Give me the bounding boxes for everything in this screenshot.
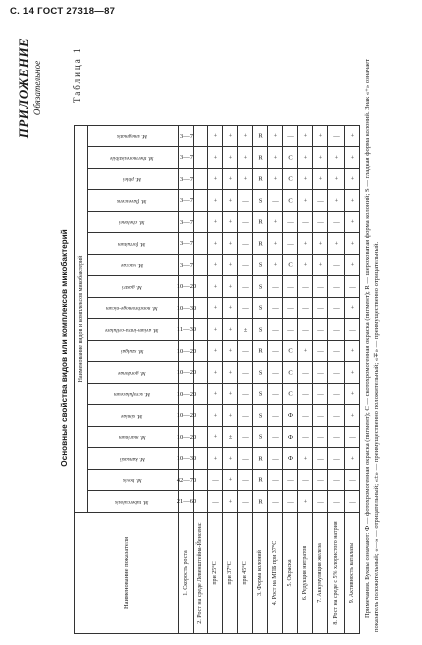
table-cell: — <box>345 470 360 492</box>
table-cell: — <box>238 212 253 234</box>
table-cell: S <box>253 255 268 277</box>
table-cell: 11—30 <box>179 319 194 341</box>
table-cell: — <box>328 491 345 513</box>
page-header: С. 14 ГОСТ 27318—87 <box>10 6 116 17</box>
table-cell: — <box>208 491 223 513</box>
row-label: при 45°С <box>238 513 253 634</box>
table-cell: + <box>208 276 223 298</box>
table-cell: С <box>283 147 298 169</box>
table-cell: R <box>253 147 268 169</box>
table-cell: 10—20 <box>179 362 194 384</box>
table-cell: + <box>298 341 313 363</box>
table-cell: — <box>283 491 298 513</box>
table-cell: + <box>268 233 283 255</box>
appendix-subtitle: Обязательное <box>32 60 42 116</box>
table-cell: — <box>328 298 345 320</box>
table-cell: 21—60 <box>179 491 194 513</box>
table-cell: + <box>313 233 328 255</box>
table-cell: — <box>268 319 283 341</box>
table-cell: + <box>208 362 223 384</box>
table-cell: 10—20 <box>179 384 194 406</box>
table-cell: Ф <box>283 427 298 449</box>
table-cell: С <box>283 169 298 191</box>
table-cell: — <box>298 319 313 341</box>
table-cell: — <box>313 470 328 492</box>
table-cell: + <box>268 126 283 148</box>
species-header: M. marinum <box>88 427 179 449</box>
table-cell: — <box>328 470 345 492</box>
table-cell: + <box>223 319 238 341</box>
table-cell: — <box>283 298 298 320</box>
rotated-page <box>12 28 412 638</box>
table-cell: — <box>313 341 328 363</box>
table-notes: Примечания. Буквы означают: Ф — фотохромогенная окраска (пигмент); С — скотохромогенная окраска (пигмент); R — шероховатая форма колоний; S — гладкая форма колоний. Знак «+» означает показатель положительный; «—» — отрицательный; «±» — преимущественно положительный; «∓» — преимущественно отрицательный. <box>364 59 380 632</box>
table-cell: + <box>345 126 360 148</box>
table-cell: — <box>283 319 298 341</box>
table-cell: — <box>313 212 328 234</box>
table-cell: S <box>253 276 268 298</box>
table-cell: — <box>268 448 283 470</box>
table-cell: + <box>208 147 223 169</box>
table-cell: + <box>208 169 223 191</box>
table-row <box>345 126 360 634</box>
species-header: M. nonchromoge-nicum <box>88 298 179 320</box>
table-cell: — <box>313 362 328 384</box>
table-cell: + <box>208 298 223 320</box>
table-cell: Ф <box>283 405 298 427</box>
table-row <box>223 126 238 634</box>
table-cell: — <box>238 362 253 384</box>
table-row <box>313 126 328 634</box>
table-cell: S <box>253 384 268 406</box>
table-cell: + <box>223 341 238 363</box>
table-cell: + <box>208 233 223 255</box>
table-cell: — <box>298 362 313 384</box>
species-header: M. fortuitum <box>88 233 179 255</box>
table-cell: + <box>345 233 360 255</box>
table-cell: — <box>313 405 328 427</box>
table-cell: — <box>313 427 328 449</box>
table-row <box>179 126 194 634</box>
table-cell: — <box>298 470 313 492</box>
row-label: при 37°С <box>223 513 238 634</box>
table-cell: + <box>345 212 360 234</box>
table-cell: С <box>283 341 298 363</box>
table-cell: + <box>345 448 360 470</box>
table-cell: ± <box>238 319 253 341</box>
table-cell: 3—7 <box>179 233 194 255</box>
table-cell: S <box>253 319 268 341</box>
table-cell: — <box>268 276 283 298</box>
table-cell: — <box>328 384 345 406</box>
table-cell: + <box>298 448 313 470</box>
table-cell: + <box>223 190 238 212</box>
species-group-header: Наименование видов и комплексов микобактерий <box>75 126 88 513</box>
table-cell: R <box>253 212 268 234</box>
table-cell: + <box>223 233 238 255</box>
table-cell: + <box>345 190 360 212</box>
table-cell: 3—7 <box>179 169 194 191</box>
table-cell: S <box>253 427 268 449</box>
table-cell: + <box>298 126 313 148</box>
table-cell: С <box>283 255 298 277</box>
table-cell: 10—20 <box>179 276 194 298</box>
table-cell: 3—7 <box>179 126 194 148</box>
table-cell: + <box>345 384 360 406</box>
table-cell: — <box>345 319 360 341</box>
table-row <box>328 126 345 634</box>
table-cell: — <box>283 276 298 298</box>
table-cell: — <box>268 190 283 212</box>
table-cell: + <box>298 233 313 255</box>
table-cell: — <box>313 319 328 341</box>
table-cell: + <box>345 255 360 277</box>
table-cell: + <box>208 384 223 406</box>
table-row <box>194 126 208 634</box>
table-cell: 3—7 <box>179 147 194 169</box>
table-cell: — <box>328 126 345 148</box>
table-cell: — <box>328 341 345 363</box>
table-cell: — <box>238 341 253 363</box>
table-cell: — <box>298 276 313 298</box>
table-cell: + <box>223 126 238 148</box>
row-label: 8. Рост на среде с 5% хлористого натрия <box>328 513 345 634</box>
table-cell: — <box>328 362 345 384</box>
table-cell <box>194 190 208 212</box>
row-label: 5. Окраска <box>283 513 298 634</box>
table-row <box>253 126 268 634</box>
table-cell: R <box>253 470 268 492</box>
table-cell: + <box>223 255 238 277</box>
table-cell: — <box>328 319 345 341</box>
table-cell: — <box>328 405 345 427</box>
table-cell: — <box>238 255 253 277</box>
table-cell: + <box>313 126 328 148</box>
table-cell: ± <box>223 427 238 449</box>
table-cell: + <box>208 319 223 341</box>
table-cell: — <box>298 405 313 427</box>
table-cell: + <box>298 255 313 277</box>
table-cell: + <box>313 147 328 169</box>
table-cell: + <box>223 384 238 406</box>
table-cell: + <box>223 212 238 234</box>
table-row <box>298 126 313 634</box>
row-label: 2. Рост на среде Левенштейна-Йенсена: <box>194 513 208 634</box>
table-cell: 10—20 <box>179 427 194 449</box>
table-cell: R <box>253 169 268 191</box>
table-row <box>238 126 253 634</box>
species-header: M. chelonei <box>88 212 179 234</box>
table-cell: — <box>298 298 313 320</box>
table-row <box>208 126 223 634</box>
row-label: 6. Редукция нитратов <box>298 513 313 634</box>
species-header: M. szulgai <box>88 341 179 363</box>
table-title: Основные свойства видов или комплексов микобактерий <box>60 229 69 467</box>
table-cell: + <box>313 169 328 191</box>
row-label: 7. Аккумуляция железа <box>313 513 328 634</box>
table-cell: + <box>223 169 238 191</box>
table-cell: + <box>223 298 238 320</box>
table-row <box>268 126 283 634</box>
table-body <box>176 126 360 634</box>
table-cell: — <box>298 427 313 449</box>
table-cell: С <box>283 362 298 384</box>
table-cell: — <box>238 190 253 212</box>
table-cell: 10—20 <box>179 405 194 427</box>
table-cell: + <box>298 190 313 212</box>
table-cell: + <box>345 405 360 427</box>
table-cell: — <box>328 255 345 277</box>
table-cell: + <box>328 147 345 169</box>
table-cell: R <box>253 126 268 148</box>
table-cell: + <box>208 190 223 212</box>
table-cell: + <box>298 147 313 169</box>
table-cell: — <box>313 276 328 298</box>
table-cell: — <box>268 362 283 384</box>
properties-table <box>74 125 360 634</box>
table-cell: R <box>253 341 268 363</box>
species-header: M. tuberculosis <box>88 491 179 513</box>
table-cell <box>194 255 208 277</box>
table-cell: С <box>283 190 298 212</box>
species-header: M. kansasii <box>88 448 179 470</box>
table-cell: + <box>298 169 313 191</box>
table-cell: — <box>345 276 360 298</box>
table-cell: S <box>253 362 268 384</box>
indicator-header: Наименование показателя <box>75 513 179 634</box>
table-cell: 3—7 <box>179 255 194 277</box>
table-cell: — <box>238 470 253 492</box>
table-cell: + <box>313 255 328 277</box>
table-cell: — <box>238 298 253 320</box>
species-header: M. scrofulaceum <box>88 384 179 406</box>
table-cell: + <box>223 405 238 427</box>
table-cell: — <box>283 126 298 148</box>
species-header: M. phlei <box>88 169 179 191</box>
table-cell: + <box>223 147 238 169</box>
table-cell: — <box>238 491 253 513</box>
table-cell: 10—30 <box>179 298 194 320</box>
table-cell: — <box>345 427 360 449</box>
table-cell: + <box>208 212 223 234</box>
table-cell: — <box>298 212 313 234</box>
table-cell: — <box>208 470 223 492</box>
table-cell: + <box>345 169 360 191</box>
table-cell: R <box>253 233 268 255</box>
table-cell: + <box>223 448 238 470</box>
table-cell: — <box>238 427 253 449</box>
table-cell: 3—7 <box>179 190 194 212</box>
species-header: M. gordonae <box>88 362 179 384</box>
table-cell: 10—20 <box>179 341 194 363</box>
species-header: M. avium-intra-cellulare <box>88 319 179 341</box>
table-cell: + <box>345 362 360 384</box>
table-cell: — <box>345 491 360 513</box>
table-cell: — <box>328 276 345 298</box>
table-cell: — <box>313 491 328 513</box>
table-cell: S <box>253 190 268 212</box>
table-cell: — <box>298 384 313 406</box>
table-cell <box>194 147 208 169</box>
row-label: 3. Форма колоний <box>253 513 268 634</box>
table-cell: + <box>223 362 238 384</box>
table-cell: + <box>268 169 283 191</box>
row-label: 1. Скорость роста <box>179 513 194 634</box>
table-cell: — <box>238 448 253 470</box>
table-cell: S <box>253 298 268 320</box>
table-cell: + <box>208 255 223 277</box>
table-cell: + <box>223 470 238 492</box>
table-cell: — <box>313 384 328 406</box>
table-cell: — <box>238 405 253 427</box>
table-cell: + <box>345 341 360 363</box>
table-cell: + <box>208 405 223 427</box>
table-cell: С <box>283 384 298 406</box>
table-cell: — <box>238 233 253 255</box>
species-header: M. vaccae <box>88 255 179 277</box>
table-cell: R <box>253 491 268 513</box>
table-cell: — <box>328 427 345 449</box>
table-cell: + <box>328 169 345 191</box>
table-cell: R <box>253 448 268 470</box>
table-cell: + <box>345 298 360 320</box>
table-cell: — <box>268 405 283 427</box>
species-header: M. smegmatis <box>88 126 179 148</box>
table-cell: — <box>328 212 345 234</box>
table-cell <box>194 169 208 191</box>
table-cell: + <box>208 427 223 449</box>
table-cell: + <box>238 147 253 169</box>
table-cell: — <box>283 470 298 492</box>
table-cell: 3—7 <box>179 212 194 234</box>
row-label: 4. Рост на МПБ при 37°С <box>268 513 283 634</box>
species-header: M. flavescens <box>88 190 179 212</box>
species-header: M. thermoresistibile <box>88 147 179 169</box>
table-cell: + <box>268 255 283 277</box>
table-cell: — <box>328 448 345 470</box>
table-cell: + <box>238 126 253 148</box>
appendix-block <box>16 33 42 143</box>
table-cell: 42—70 <box>179 470 194 492</box>
table-cell: — <box>268 384 283 406</box>
table-cell: + <box>208 341 223 363</box>
table-cell: + <box>208 126 223 148</box>
species-header: M. gastri <box>88 276 179 298</box>
table-cell: + <box>268 147 283 169</box>
row-label: 9. Активность каталазы <box>345 513 360 634</box>
table-cell: — <box>268 427 283 449</box>
table-cell: — <box>313 298 328 320</box>
table-cell: + <box>298 491 313 513</box>
table-cell: + <box>208 448 223 470</box>
table-cell: — <box>283 233 298 255</box>
table-cell: — <box>268 298 283 320</box>
table-cell <box>194 126 208 148</box>
appendix-title: ПРИЛОЖЕНИЕ <box>16 37 31 139</box>
table-cell: + <box>238 169 253 191</box>
table-cell: + <box>328 190 345 212</box>
table-cell: + <box>223 276 238 298</box>
table-cell: — <box>268 341 283 363</box>
table-cell: + <box>328 233 345 255</box>
species-header: M. simiae <box>88 405 179 427</box>
table-cell: — <box>283 212 298 234</box>
table-row <box>283 126 298 634</box>
table-cell: Ф <box>283 448 298 470</box>
table-label: Таблица 1 <box>72 46 82 103</box>
row-label: при 25°С <box>208 513 223 634</box>
table-cell <box>194 212 208 234</box>
table-cell: — <box>313 190 328 212</box>
table-cell: — <box>238 276 253 298</box>
table-cell: — <box>238 384 253 406</box>
species-header: M. bovis <box>88 470 179 492</box>
table-cell: + <box>345 147 360 169</box>
table-cell: + <box>268 212 283 234</box>
table-cell: S <box>253 405 268 427</box>
table-cell: — <box>268 491 283 513</box>
table-cell: — <box>313 448 328 470</box>
table-cell: 10—30 <box>179 448 194 470</box>
table-cell: — <box>268 470 283 492</box>
table-cell: + <box>223 491 238 513</box>
table-cell <box>194 233 208 255</box>
